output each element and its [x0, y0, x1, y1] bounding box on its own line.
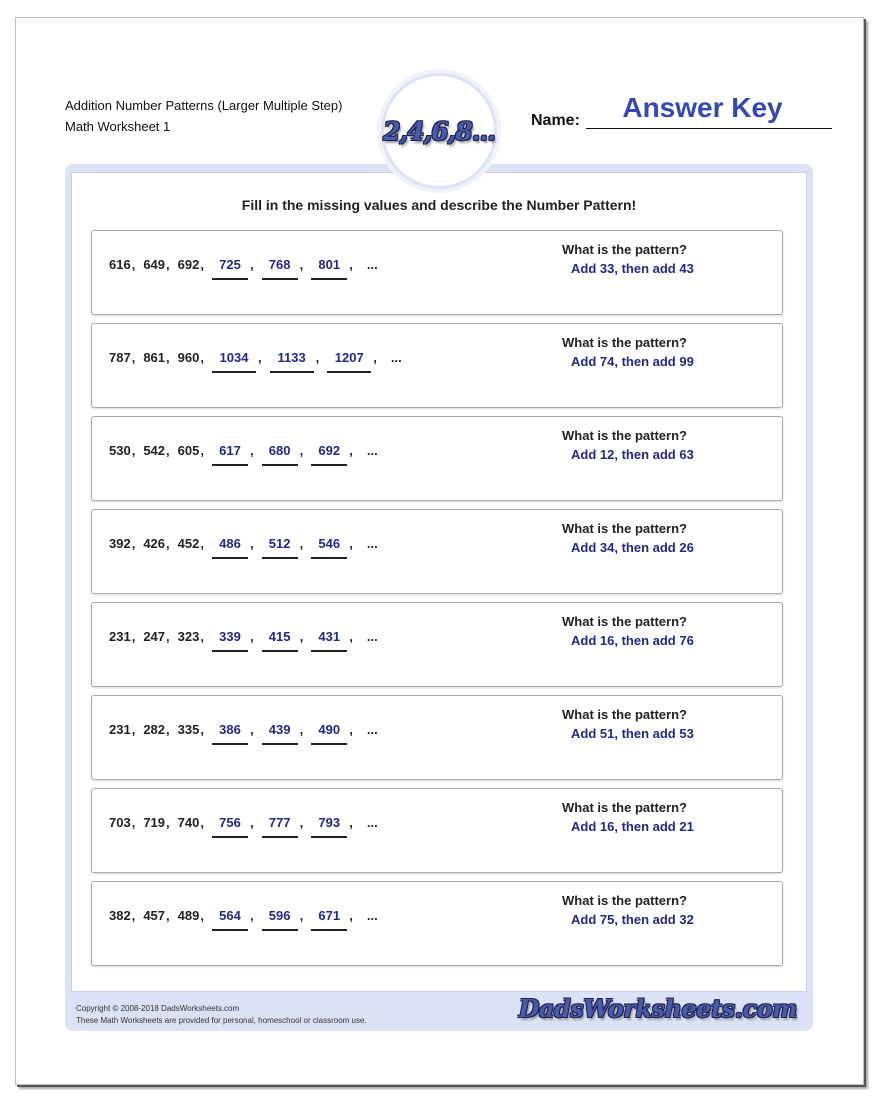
answer-blank: 546 — [311, 535, 347, 559]
pattern-answer: Add 51, then add 53 — [571, 726, 694, 741]
pattern-answer: Add 74, then add 99 — [571, 354, 694, 369]
given-number: 616 — [109, 257, 131, 272]
comma-separator: , — [200, 443, 204, 458]
pattern-question: What is the pattern? — [562, 428, 687, 443]
comma-separator: , — [249, 443, 254, 458]
comma-separator: , — [131, 443, 136, 458]
pattern-question: What is the pattern? — [562, 893, 687, 908]
comma-separator: , — [200, 908, 204, 923]
name-line — [586, 128, 832, 129]
ellipsis: ... — [366, 443, 378, 458]
comma-separator: , — [131, 257, 136, 272]
given-number: 457 — [143, 908, 166, 923]
given-number: 530 — [109, 443, 131, 458]
answer-blank: 339 — [212, 628, 248, 652]
logo-text: 2,4,6,8... — [383, 116, 495, 146]
problem-frame — [65, 164, 813, 1031]
ellipsis: ... — [366, 722, 378, 737]
comma-separator: , — [200, 722, 204, 737]
pattern-description — [562, 800, 694, 834]
ellipsis: ... — [366, 629, 378, 644]
pattern-answer: Add 12, then add 63 — [571, 447, 694, 462]
comma-separator: , — [249, 815, 254, 830]
given-number: 231 — [109, 629, 131, 644]
comma-separator: , — [299, 629, 304, 644]
brand-logo: DadsWorksheets.com — [518, 994, 797, 1023]
pattern-description — [562, 335, 694, 369]
problem-row — [91, 416, 783, 501]
pattern-description — [562, 707, 694, 741]
instructions: Fill in the missing values and describe the Number Pattern! — [241, 197, 637, 213]
comma-separator: , — [349, 722, 353, 737]
comma-separator: , — [249, 536, 254, 551]
answer-blank: 564 — [212, 907, 248, 931]
number-sequence — [109, 721, 378, 745]
pattern-question: What is the pattern? — [562, 800, 687, 815]
answer-blank: 777 — [262, 814, 298, 838]
answer-blank: 617 — [212, 442, 248, 466]
comma-separator: , — [131, 536, 136, 551]
comma-separator: , — [249, 908, 254, 923]
comma-separator: , — [299, 257, 304, 272]
given-number: 740 — [177, 815, 200, 830]
comma-separator: , — [200, 257, 204, 272]
pattern-description — [562, 614, 694, 648]
comma-separator: , — [131, 629, 136, 644]
comma-separator: , — [299, 908, 304, 923]
footer-text — [76, 1003, 367, 1027]
given-number: 719 — [143, 815, 166, 830]
comma-separator: , — [200, 536, 204, 551]
answer-blank: 801 — [311, 256, 347, 280]
comma-separator: , — [166, 722, 170, 737]
comma-separator: , — [131, 908, 136, 923]
given-number: 426 — [143, 536, 166, 551]
comma-separator: , — [349, 908, 353, 923]
number-sequence — [109, 907, 378, 931]
given-number: 861 — [143, 350, 166, 365]
given-number: 692 — [177, 257, 200, 272]
answer-blank: 756 — [212, 814, 248, 838]
answer-blank: 671 — [311, 907, 347, 931]
logo-badge — [381, 73, 497, 189]
answer-blank: 512 — [262, 535, 298, 559]
pattern-description — [562, 428, 694, 462]
number-sequence — [109, 349, 402, 373]
given-number: 282 — [143, 722, 166, 737]
comma-separator: , — [166, 629, 170, 644]
number-sequence — [109, 535, 378, 559]
answer-blank: 692 — [311, 442, 347, 466]
pattern-question: What is the pattern? — [562, 335, 687, 350]
number-sequence — [109, 628, 378, 652]
answer-blank: 1133 — [270, 349, 314, 373]
comma-separator: , — [131, 350, 136, 365]
answer-blank: 596 — [262, 907, 298, 931]
problem-row — [91, 602, 783, 687]
ellipsis: ... — [366, 257, 378, 272]
answer-blank: 490 — [311, 721, 347, 745]
comma-separator: , — [349, 815, 353, 830]
comma-separator: , — [200, 815, 204, 830]
pattern-description — [562, 893, 694, 927]
ellipsis: ... — [366, 815, 378, 830]
usage-note: These Math Worksheets are provided for personal, homeschool or classroom use. — [76, 1016, 367, 1025]
comma-separator: , — [131, 722, 136, 737]
worksheet-page — [15, 17, 864, 1085]
pattern-question: What is the pattern? — [562, 707, 687, 722]
answer-blank: 439 — [262, 721, 298, 745]
answer-blank: 725 — [212, 256, 248, 280]
problem-row — [91, 509, 783, 594]
given-number: 323 — [177, 629, 200, 644]
comma-separator: , — [166, 908, 170, 923]
given-number: 960 — [177, 350, 200, 365]
answer-blank: 680 — [262, 442, 298, 466]
answer-blank: 431 — [311, 628, 347, 652]
comma-separator: , — [299, 536, 304, 551]
ellipsis: ... — [390, 350, 402, 365]
name-answer-key: Answer Key — [622, 92, 783, 123]
given-number: 382 — [109, 908, 131, 923]
comma-separator: , — [349, 536, 353, 551]
copyright-text: Copyright © 2008-2018 DadsWorksheets.com — [76, 1004, 240, 1013]
number-sequence — [109, 814, 378, 838]
comma-separator: , — [166, 350, 170, 365]
pattern-description — [562, 521, 694, 555]
comma-separator: , — [299, 443, 304, 458]
comma-separator: , — [257, 350, 262, 365]
pattern-description — [562, 242, 694, 276]
comma-separator: , — [349, 257, 353, 272]
pattern-answer: Add 16, then add 21 — [571, 819, 694, 834]
given-number: 787 — [109, 350, 131, 365]
pattern-answer: Add 75, then add 32 — [571, 912, 694, 927]
given-number: 247 — [143, 629, 166, 644]
pattern-answer: Add 34, then add 26 — [571, 540, 694, 555]
given-number: 452 — [177, 536, 200, 551]
answer-blank: 386 — [212, 721, 248, 745]
comma-separator: , — [249, 629, 254, 644]
comma-separator: , — [166, 536, 170, 551]
pattern-answer: Add 33, then add 43 — [571, 261, 694, 276]
comma-separator: , — [200, 350, 204, 365]
ellipsis: ... — [366, 536, 378, 551]
answer-blank: 768 — [262, 256, 298, 280]
answer-blank: 486 — [212, 535, 248, 559]
comma-separator: , — [249, 722, 254, 737]
given-number: 231 — [109, 722, 131, 737]
problem-row — [91, 230, 783, 315]
comma-separator: , — [315, 350, 320, 365]
comma-separator: , — [166, 257, 170, 272]
worksheet-subtitle: Math Worksheet 1 — [65, 119, 171, 134]
given-number: 649 — [143, 257, 166, 272]
pattern-answer: Add 16, then add 76 — [571, 633, 694, 648]
given-number: 335 — [177, 722, 200, 737]
problem-row — [91, 881, 783, 966]
comma-separator: , — [166, 443, 170, 458]
pattern-question: What is the pattern? — [562, 614, 687, 629]
comma-separator: , — [249, 257, 254, 272]
worksheet-title: Addition Number Patterns (Larger Multiple Step) — [65, 98, 343, 113]
comma-separator: , — [131, 815, 136, 830]
answer-blank: 1034 — [212, 349, 256, 373]
comma-separator: , — [373, 350, 377, 365]
comma-separator: , — [349, 443, 353, 458]
ellipsis: ... — [366, 908, 378, 923]
answer-blank: 415 — [262, 628, 298, 652]
comma-separator: , — [299, 815, 304, 830]
number-sequence — [109, 442, 378, 466]
given-number: 605 — [177, 443, 200, 458]
pattern-question: What is the pattern? — [562, 521, 687, 536]
comma-separator: , — [349, 629, 353, 644]
given-number: 489 — [177, 908, 200, 923]
problem-panel — [71, 172, 807, 992]
comma-separator: , — [299, 722, 304, 737]
answer-blank: 1207 — [327, 349, 371, 373]
problem-row — [91, 788, 783, 873]
comma-separator: , — [200, 629, 204, 644]
problem-row — [91, 695, 783, 780]
pattern-question: What is the pattern? — [562, 242, 687, 257]
answer-blank: 793 — [311, 814, 347, 838]
number-sequence — [109, 256, 378, 280]
problem-row — [91, 323, 783, 408]
comma-separator: , — [166, 815, 170, 830]
given-number: 703 — [109, 815, 131, 830]
given-number: 542 — [143, 443, 166, 458]
given-number: 392 — [109, 536, 131, 551]
name-label: Name: — [531, 112, 580, 129]
